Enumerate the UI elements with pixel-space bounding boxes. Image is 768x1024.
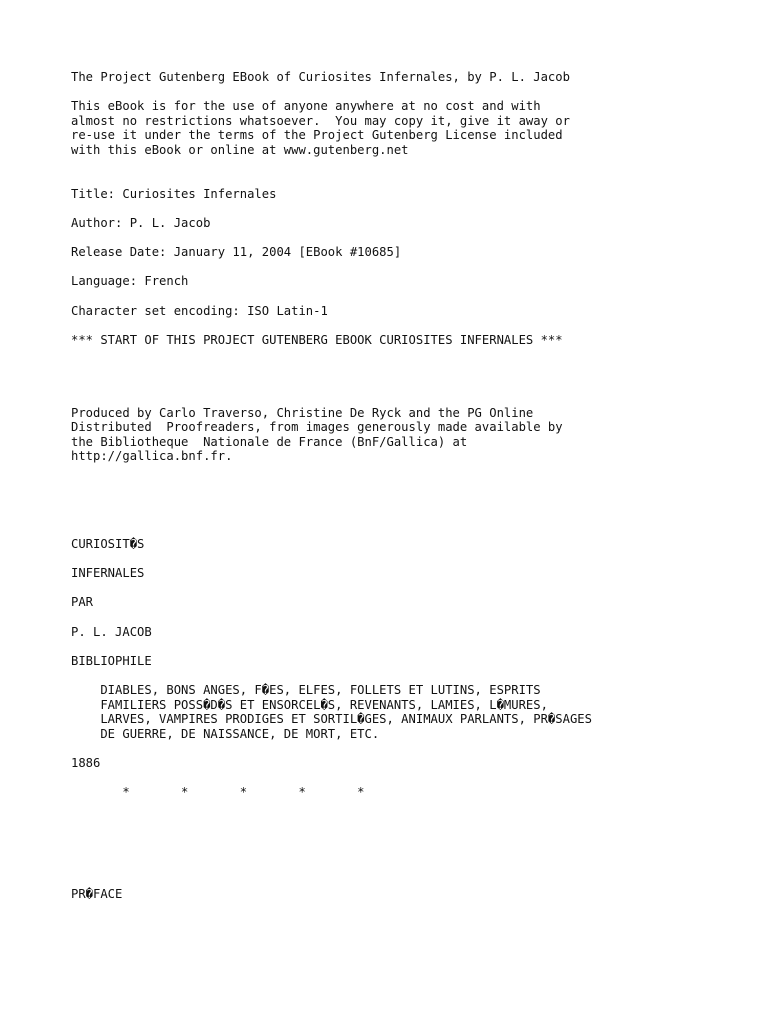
- blank-line: [71, 814, 751, 829]
- blank-line: [71, 231, 751, 246]
- text-line: DIABLES, BONS ANGES, F�ES, ELFES, FOLLETS ET LUTINS, ESPRITS: [71, 682, 541, 697]
- text-line: Author: P. L. Jacob: [71, 215, 211, 230]
- text-line: *** START OF THIS PROJECT GUTENBERG EBOOK CURIOSITES INFERNALES ***: [71, 332, 563, 347]
- blank-line: [71, 260, 751, 275]
- blank-line: [71, 391, 751, 406]
- blank-line: [71, 873, 751, 888]
- text-line: Character set encoding: ISO Latin-1: [71, 303, 328, 318]
- text-line: Distributed Proofreaders, from images generously made available by: [71, 420, 563, 435]
- text-line: BIBLIOPHILE: [71, 653, 152, 668]
- text-line: with this eBook or online at www.gutenberg.net: [71, 142, 409, 157]
- blank-line: [71, 858, 751, 873]
- blank-line: [71, 172, 751, 187]
- blank-line: [71, 347, 751, 362]
- blank-line: [71, 85, 751, 100]
- blank-line: [71, 158, 751, 173]
- blank-line: [71, 493, 751, 508]
- text-line: the Bibliotheque Nationale de France (BnF/Gallica) at: [71, 434, 468, 449]
- blank-line: [71, 362, 751, 377]
- blank-line: [71, 522, 751, 537]
- blank-line: [71, 201, 751, 216]
- text-line: This eBook is for the use of anyone anywhere at no cost and with: [71, 99, 541, 114]
- blank-line: [71, 610, 751, 625]
- text-line: PR�FACE: [71, 887, 123, 902]
- text-line: Title: Curiosites Infernales: [71, 186, 277, 201]
- blank-line: [71, 800, 751, 815]
- blank-line: [71, 741, 751, 756]
- ebook-text-document: [71, 70, 751, 902]
- text-line: re-use it under the terms of the Project Gutenberg License included: [71, 128, 563, 143]
- text-line: P. L. JACOB: [71, 624, 152, 639]
- text-line: INFERNALES: [71, 566, 145, 581]
- text-line: * * * * *: [71, 785, 365, 800]
- blank-line: [71, 639, 751, 654]
- blank-line: [71, 843, 751, 858]
- blank-line: [71, 771, 751, 786]
- text-line: CURIOSIT�S: [71, 537, 145, 551]
- blank-line: [71, 376, 751, 391]
- text-line: 1886: [71, 755, 101, 770]
- blank-line: [71, 479, 751, 494]
- blank-line: [71, 464, 751, 479]
- blank-line: [71, 829, 751, 844]
- blank-line: [71, 668, 751, 683]
- blank-line: [71, 318, 751, 333]
- text-line: PAR: [71, 595, 94, 610]
- blank-line: [71, 581, 751, 596]
- blank-line: [71, 289, 751, 304]
- blank-line: [71, 552, 751, 567]
- text-line: Release Date: January 11, 2004 [EBook #10685]: [71, 245, 402, 260]
- text-line: FAMILIERS POSS�D�S ET ENSORCEL�S, REVENANTS, LAMIES, L�MURES,: [71, 697, 548, 712]
- text-line: almost no restrictions whatsoever. You may copy it, give it away or: [71, 113, 570, 128]
- text-line: Language: French: [71, 274, 189, 289]
- text-line: http://gallica.bnf.fr.: [71, 449, 233, 464]
- text-line: Produced by Carlo Traverso, Christine De Ryck and the PG Online: [71, 405, 534, 420]
- text-line: LARVES, VAMPIRES PRODIGES ET SORTIL�GES, ANIMAUX PARLANTS, PR�SAGES: [71, 712, 592, 727]
- text-line: The Project Gutenberg EBook of Curiosites Infernales, by P. L. Jacob: [71, 70, 570, 84]
- text-line: DE GUERRE, DE NAISSANCE, DE MORT, ETC.: [71, 726, 380, 741]
- blank-line: [71, 508, 751, 523]
